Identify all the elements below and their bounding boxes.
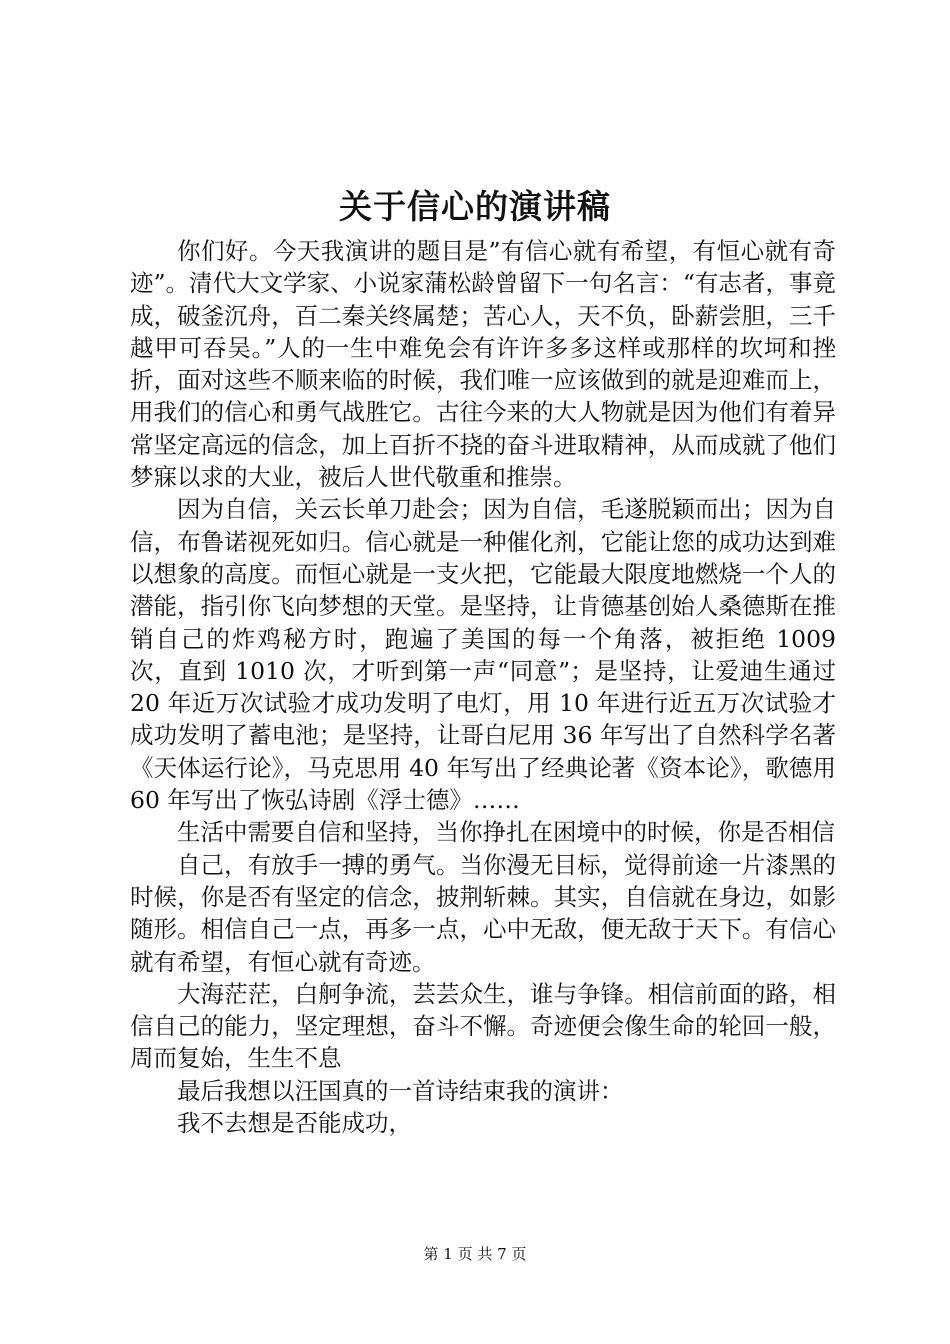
paragraph: 生活中需要自信和坚持，当你挣扎在困境中的时候，你是否相信 bbox=[177, 818, 835, 847]
paragraph: 你们好。今天我演讲的题目是”有信心就有希望，有恒心就有奇迹”。清代大文学家、小说家蒲松龄曾留下一句名言：“有志者，事竟成，破釜沉舟，百二秦关终属楚；苦心人，天不负，卧薪尝胆，三千越甲可吞吴。”人的一生中难免会有许许多多这样或那样的坎坷和挫折，面对这些不顺来临的时候，我们唯一应该做到的就是迎难而上，用我们的信心和勇气战胜它。古往今来的大人物就是因为他们有着异常坚定高远的信念，加上百折不挠的奋斗进取精神，从而成就了他们梦寐以求的大业，被后人世代敬重和推崇。 bbox=[130, 237, 836, 492]
page-number-footer: 第 1 页 共 7 页 bbox=[423, 1245, 527, 1263]
paragraph: 我不去想是否能成功， bbox=[177, 1109, 412, 1138]
paragraph: 因为自信，关云长单刀赴会；因为自信，毛遂脱颖而出；因为自信，布鲁诺视死如归。信心就是一种催化剂，它能让您的成功达到难以想象的高度。而恒心就是一支火把，它能最大限度地燃烧一个人的潜能，指引你飞向梦想的天堂。是坚持，让肯德基创始人桑德斯在推销自己的炸鸡秘方时，跑遍了美国的每一个角落，被拒绝 1009 次，直到 1010 次，才听到第一声“同意”；是坚持，让爱迪生通过 20 年近万次试验才成功发明了电灯，用 10 年进行近五万次试验才成功发明了蓄电池；是坚持，让哥白尼用 36 年写出了自然科学名著《天体运行论》，马克思用 40 年写出了经典论著《资本论》，歌德用 60 年写出了恢弘诗剧《浮士德》…… bbox=[130, 495, 836, 815]
paragraph: 大海茫茫，白舸争流，芸芸众生，谁与争锋。相信前面的路，相信自己的能力，坚定理想，奋斗不懈。奇迹便会像生命的轮回一般，周而复始，生生不息 bbox=[130, 979, 836, 1073]
paragraph: 最后我想以汪国真的一首诗结束我的演讲： bbox=[177, 1076, 624, 1105]
document-body bbox=[130, 235, 836, 1139]
paragraph: 自己，有放手一搏的勇气。当你漫无目标，觉得前途一片漆黑的时候，你是否有坚定的信念，披荆斩棘。其实，自信就在身边，如影随形。相信自己一点，再多一点，心中无敌，便无敌于天下。有信心就有希望，有恒心就有奇迹。 bbox=[130, 850, 836, 976]
page-title: 关于信心的演讲稿 bbox=[339, 187, 611, 226]
